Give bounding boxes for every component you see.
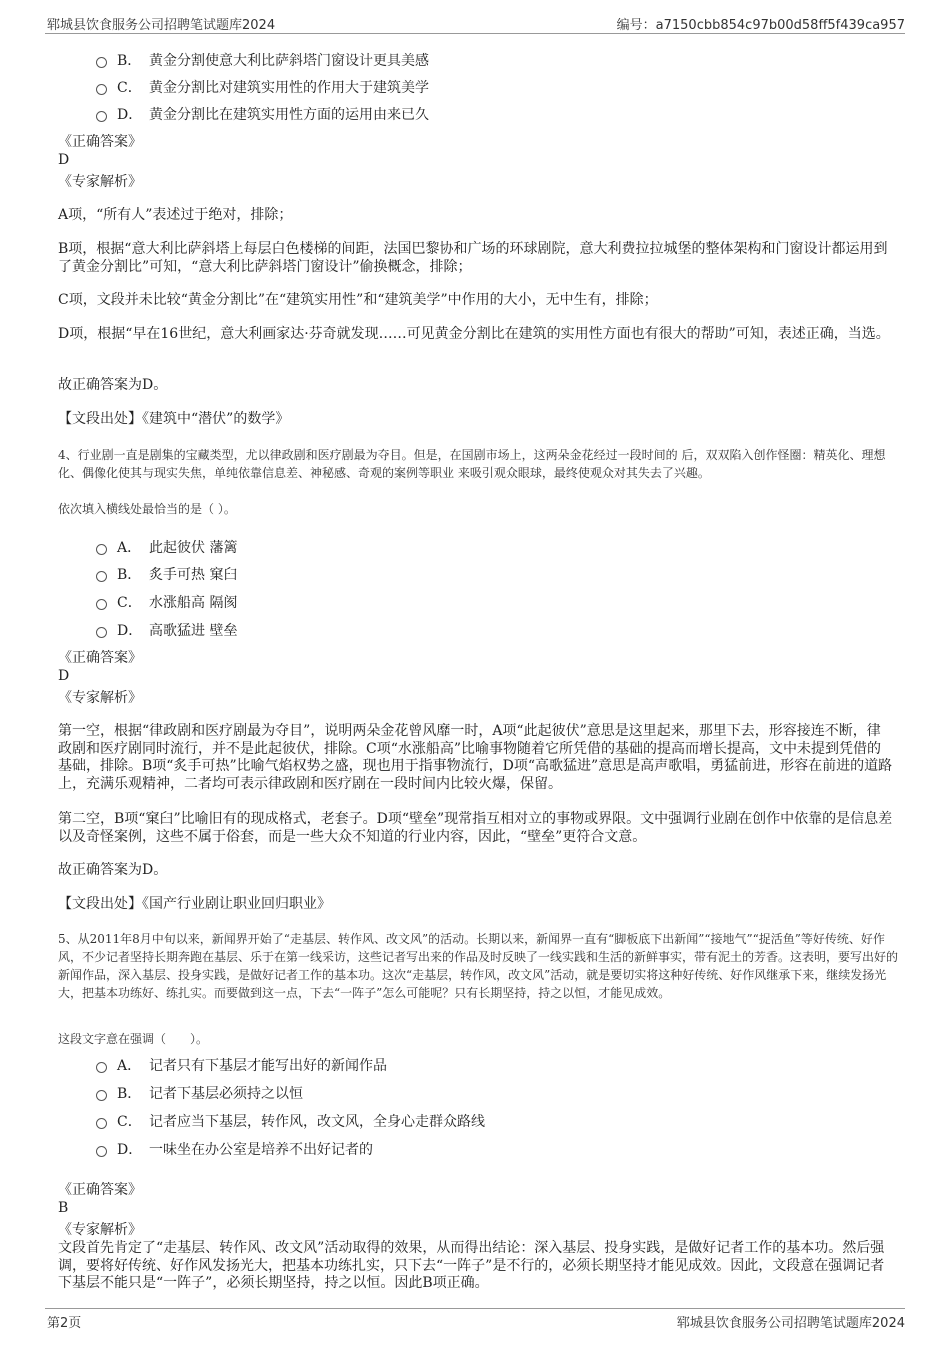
q4-option-a[interactable]: A． 此起彼伏 藩篱 (96, 537, 237, 557)
q5-analysis-label: 《专家解析》 (58, 1222, 142, 1238)
q5-stem: 5、从2011年8月中旬以来，新闻界开始了“走基层、转作风、改文风”的活动。长期以来，新闻界一直有“脚板底下出新闻”“接地气”“捉活鱼”等好传统、好作风，不少记者坚持长期奔跑在基层、乐于在第一线采访，这些记者写出来的作品及时反映了一线实践和生活的新鲜事实，带有泥土的芳香。这表明，要写出好的新闻作品，深入基层、投身实践，是做好记者工作的基本功。这次“走基层，转作风，改文风”活动，就是要切实将这种好传统、好作风继承下来，继续发扬光大，把基本功练好、练扎实。而要做到这一点，下去“一阵子”怎么可能呢？只有长期坚持，持之以恒，才能见成效。 (58, 932, 899, 1000)
q4-prompt: 依次填入横线处最恰当的是（ ）。 (58, 502, 236, 516)
header-divider (45, 33, 905, 34)
q5-prompt: 这段文字意在强调（ ）。 (58, 1032, 209, 1046)
q4-answer: D (58, 668, 70, 684)
q4-analysis-first: 第一空，根据“律政剧和医疗剧最为夺目”，说明两朵金花曾风靡一时，A项“此起彼伏”意思是这里起来，那里下去，形容接连不断，律政剧和医疗剧同时流行，并不是此起彼伏，排除。C项“水涨船高”比喻事物随着它所凭借的基础的提高而增长提高，文中未提到凭借的基础，排除。B项“炙手可热”比喻气焰权势之盛，现也用于指事物流行，D项“高歌猛进”意思是高声歌唱，勇猛前进，形容在前进的道路上，充满乐观精神，二者均可表示律政剧和医疗剧在一段时间内比较火爆，保留。 (58, 723, 893, 792)
q5-option-c[interactable]: C． 记者应当下基层，转作风，改文风，全身心走群众路线 (96, 1111, 485, 1131)
q4-source: 【文段出处】《国产行业剧让职业回归职业》 (58, 896, 331, 912)
q5-option-d[interactable]: D． 一味坐在办公室是培养不出好记者的 (96, 1139, 373, 1159)
radio-icon[interactable] (96, 84, 107, 95)
q4-analysis-label: 《专家解析》 (58, 690, 142, 706)
q4-conclusion: 故正确答案为D。 (58, 862, 168, 878)
q4-option-d[interactable]: D． 高歌猛进 壁垒 (96, 620, 237, 640)
header-title: 郓城县饮食服务公司招聘笔试题库2024 (47, 18, 276, 33)
q5-option-a[interactable]: A． 记者只有下基层才能写出好的新闻作品 (96, 1055, 387, 1075)
radio-icon[interactable] (96, 57, 107, 68)
footer-page-number: 第2页 (47, 1316, 82, 1331)
q3-source: 【文段出处】《建筑中“潜伏”的数学》 (58, 411, 290, 427)
header-code: 编号：a7150cbb854c97b00d58ff5f439ca957 (616, 18, 905, 33)
q3-analysis-label: 《专家解析》 (58, 174, 142, 190)
q4-option-b[interactable]: B． 炙手可热 窠臼 (96, 564, 237, 584)
radio-icon[interactable] (96, 1118, 107, 1129)
q3-analysis-c: C项，文段并未比较“黄金分割比”在“建筑实用性”和“建筑美学”中作用的大小，无中生有，排除； (58, 292, 658, 308)
q3-answer: D (58, 152, 70, 168)
radio-icon[interactable] (96, 571, 107, 582)
q3-analysis-b: B项，根据“意大利比萨斜塔上每层白色楼梯的间距，法国巴黎协和广场的环球剧院，意大利费拉拉城堡的整体架构和门窗设计都运用到了黄金分割比”可知，“意大利比萨斜塔门窗设计”偷换概念，排除； (58, 241, 888, 275)
q3-option-c[interactable]: C． 黄金分割比对建筑实用性的作用大于建筑美学 (96, 77, 429, 97)
radio-icon[interactable] (96, 599, 107, 610)
q3-option-b[interactable]: B． 黄金分割使意大利比萨斜塔门窗设计更具美感 (96, 50, 429, 70)
radio-icon[interactable] (96, 544, 107, 555)
q4-answer-label: 《正确答案》 (58, 650, 142, 666)
q5-answer: B (58, 1200, 69, 1216)
q4-analysis-second: 第二空，B项“窠臼”比喻旧有的现成格式，老套子。D项“壁垒”现常指互相对立的事物或界限。文中强调行业剧在创作中依靠的是信息差以及奇怪案例，这些不属于俗套，而是一些大众不知道的行业内容，因此，“壁垒”更符合文意。 (58, 811, 893, 845)
radio-icon[interactable] (96, 627, 107, 638)
footer-divider (45, 1308, 905, 1309)
q5-option-b[interactable]: B． 记者下基层必须持之以恒 (96, 1083, 303, 1103)
q5-analysis: 文段首先肯定了“走基层、转作风、改文风”活动取得的效果，从而得出结论：深入基层、投身实践，是做好记者工作的基本功。然后强调，要将好传统、好作风发扬光大，把基本功练扎实，只下去“一阵子”是不行的，必须长期坚持才能见成效。因此，文段意在强调记者下基层不能只是“一阵子”，必须长期坚持，持之以恒。因此B项正确。 (58, 1240, 885, 1291)
footer-title: 郓城县饮食服务公司招聘笔试题库2024 (676, 1316, 905, 1331)
q3-answer-label: 《正确答案》 (58, 134, 142, 150)
radio-icon[interactable] (96, 111, 107, 122)
q4-stem: 4、行业剧一直是剧集的宝藏类型，尤以律政剧和医疗剧最为夺目。但是，在国剧市场上，这两朵金花经过一段时间的 后，双双陷入创作怪圈：精英化、理想化、偶像化使其与现实失焦，单纯依靠信息差、神秘感、奇观的案例等职业 来吸引观众眼球，最终使观众对其失去了兴趣。 (58, 448, 886, 480)
q5-answer-label: 《正确答案》 (58, 1182, 142, 1198)
q3-analysis-d: D项，根据“早在16世纪，意大利画家达·芬奇就发现……可见黄金分割比在建筑的实用性方面也有很大的帮助”可知，表述正确，当选。 (58, 326, 890, 342)
q3-option-d[interactable]: D． 黄金分割比在建筑实用性方面的运用由来已久 (96, 104, 429, 124)
q3-conclusion: 故正确答案为D。 (58, 377, 168, 393)
radio-icon[interactable] (96, 1062, 107, 1073)
q4-option-c[interactable]: C． 水涨船高 隔阂 (96, 592, 237, 612)
radio-icon[interactable] (96, 1146, 107, 1157)
q3-analysis-a: A项，“所有人”表述过于绝对，排除； (58, 207, 293, 223)
radio-icon[interactable] (96, 1090, 107, 1101)
